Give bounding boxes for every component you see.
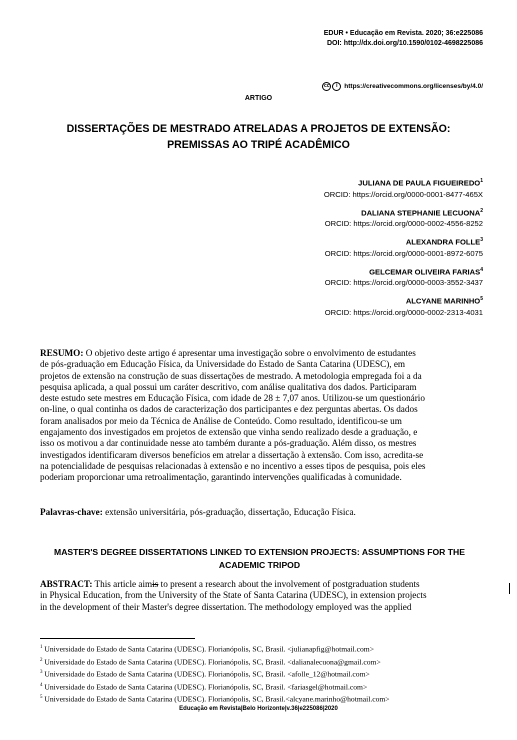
doi-line: DOI: http://dx.doi.org/10.1590/0102-4698225086 xyxy=(326,40,483,47)
footnote: $^3$ Universidade do Estado de Santa Catarina (UDESC). Florianópolis, SC, Brasil. <afolle_12@hotmail.com> xyxy=(40,669,370,679)
resumo-line: engajamento dos investigados em projetos de extensão que vinha sendo realizado desde a graduação, e xyxy=(40,427,418,438)
footnote: $^4$ Universidade do Estado de Santa Catarina (UDESC). Florianópolis, SC, Brasil. <fariasgel@hotmail.com> xyxy=(40,682,368,692)
author-block xyxy=(324,265,483,289)
license-line xyxy=(322,82,483,91)
resumo-line: RESUMO: O objetivo deste artigo é apresentar uma investigação sobre o envolvimento de estudantes xyxy=(40,348,416,358)
author-block xyxy=(324,235,483,259)
resumo-line: poderiam proporcionar uma retroalimentação, garantindo intervenções qualificadas à comunidade. xyxy=(40,472,402,483)
cc-icon: cc xyxy=(324,83,330,89)
page-footer: Educação em Revista|Belo Horizonte|v.36|e225086|2020 xyxy=(179,706,338,712)
struck-text: is xyxy=(152,579,159,589)
resumo-line: isso os motivou a dar continuidade nesse ato também durante a pós-graduação. Além disso, os mestres xyxy=(40,438,417,449)
author-orcid[interactable]: ORCID: https://orcid.org/0000-0002-4556-8252 xyxy=(324,219,483,229)
keywords-label: Palavras-chave: xyxy=(40,507,103,517)
author-name: ALEXANDRA FOLLE$^3$ xyxy=(405,237,483,247)
author-block xyxy=(324,294,483,318)
author-name: GELCEMAR OLIVEIRA FARIAS$^4$ xyxy=(369,266,483,277)
author-name: DALIANA STEPHANIE LECUONA$^2$ xyxy=(361,207,483,218)
author-name: ALCYANE MARINHO$^5$ xyxy=(405,296,483,306)
resumo-line: na potencialidade de pesquisas relacionadas à extensão e no incentivo a esses tipos de pesquisa, pois eles xyxy=(40,460,426,471)
footnote: $^1$ Universidade do Estado de Santa Catarina (UDESC). Florianópolis, SC, Brasil. <julianapfig@hotmail.com> xyxy=(40,644,374,654)
by-icon: i xyxy=(332,82,341,91)
footnote-mark[interactable]: 3 xyxy=(480,237,483,244)
resumo-paragraph xyxy=(40,348,479,484)
resumo-line: on-line, o qual continha os dados de caracterização dos participantes e dez perguntas abertas. Os dados xyxy=(40,404,418,415)
author-orcid[interactable]: ORCID: https://orcid.org/0000-0001-8972-6075 xyxy=(324,248,483,258)
resumo-line: foram analisados por meio da Técnica de Análise de Conteúdo. Como resultado, identificou-se um xyxy=(40,415,402,426)
resumo-line: pesquisa aplicada, a qual possui um caráter descritivo, com análise qualitativa dos dados. Participaram xyxy=(40,381,417,392)
resumo-line: deste estudo sete mestres em Educação Física, com idade de 28 ± 7,07 anos. Utilizou-se um questionário xyxy=(40,393,425,404)
journal-header xyxy=(324,29,483,49)
footnote: $^5$ Universidade do Estado de Santa Catarina (UDESC). Florianópolis, SC, Brasil.<alcyane.marinho@hotmail.com> xyxy=(40,694,390,704)
keywords-line xyxy=(40,507,479,518)
author-orcid[interactable]: ORCID: https://orcid.org/0000-0003-3552-3437 xyxy=(324,278,483,288)
author-orcid[interactable]: ORCID: https://orcid.org/0000-0002-2313-4031 xyxy=(324,307,483,317)
footnote-mark[interactable]: 1 xyxy=(480,178,483,184)
journal-citation: EDUR • Educação em Revista. 2020; 36:e225086 xyxy=(323,30,483,37)
author-name: JULIANA DE PAULA FIGUEIREDO$^1$ xyxy=(358,178,483,188)
author-orcid[interactable]: ORCID: https://orcid.org/0000-0001-8477-465X xyxy=(323,189,483,199)
section-label: ARTIGO xyxy=(244,95,273,102)
footnote-mark[interactable]: 5 xyxy=(480,296,483,303)
license-link[interactable]: https://creativecommons.org/licenses/by/4.0/ xyxy=(344,83,483,90)
resumo-line: projetos de extensão na construção de suas dissertações de mestrado. A metodologia empregada foi a da xyxy=(40,370,422,381)
author-block xyxy=(324,206,483,230)
abstract-paragraph[interactable] xyxy=(40,579,479,613)
abstract-line: in Physical Education, from the University of the State of Santa Catarina (UDESC), in extension projects xyxy=(40,590,427,601)
footnote-divider xyxy=(40,638,195,639)
abstract-line: ABSTRACT: This article aimis to present a research about the involvement of postgraduation students xyxy=(40,579,420,589)
footnote: $^2$ Universidade do Estado de Santa Catarina (UDESC). Florianópolis, SC, Brasil. <dalianalecuona@gmail.com> xyxy=(40,657,381,667)
keywords-text: extensão universitária, pós-graduação, dissertação, Educação Física. xyxy=(102,507,356,517)
resumo-line: de pós-graduação em Educação Física, da Universidade do Estado de Santa Catarina (UDESC), em xyxy=(40,359,406,370)
author-block xyxy=(324,176,483,200)
cc-by-badge-icon xyxy=(322,82,341,91)
author-list xyxy=(324,176,483,318)
article-title: DISSERTAÇÕES DE MESTRADO ATRELADAS A PROJETOS DE EXTENSÃO: PREMISSAS AO TRIPÉ ACADÊMICO xyxy=(66,123,451,151)
footnote-mark[interactable]: 2 xyxy=(480,207,483,214)
footnotes xyxy=(40,642,390,705)
footnote-mark[interactable]: 4 xyxy=(480,266,483,273)
english-title: MASTER'S DEGREE DISSERTATIONS LINKED TO EXTENSION PROJECTS: ASSUMPTIONS FOR THE ACADEMIC TRIPOD xyxy=(54,547,465,570)
abstract-label: ABSTRACT: xyxy=(40,579,93,589)
resumo-line: investigados identificaram diversos benefícios em atrelar a dissertação à extensão. Com isso, acredita-se xyxy=(40,449,424,460)
resumo-label: RESUMO: xyxy=(40,348,84,358)
text-cursor xyxy=(509,583,510,594)
abstract-line: in the development of their Master's degree dissertation. The methodology employed was the applied xyxy=(40,601,412,612)
